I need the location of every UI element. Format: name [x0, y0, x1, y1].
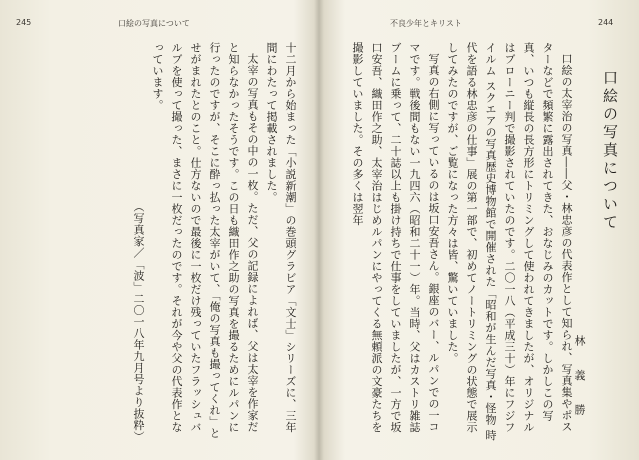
right-running-head: 不良少年とキリスト	[390, 19, 462, 28]
left-paragraph: 太宰の写真もその中の一枚。ただ、父の記録によれば、父は太宰を作家だと知らなかったそうです。この日も織田作之助の写真を撮るためにルパンに行ったのですが、そこに酔っ払った太宰がいて、「俺の写真も撮ってくれ」とせがまれたとのこと。仕方ないので最後に一枚だけ残っていたフラッシュバルブを使って撮った、まさに一枚だったのです。それが今や父の代表作となっています。	[151, 42, 259, 439]
right-paragraph: 写真の右側に写っているのは坂口安吾さん。銀座のバー、ルパンでの一コマです。戦後間もない一九四六（昭和二十一）年。当時、父はカストリ雑誌ブームに乗って、二十誌以上も掛け持ちで仕事をしていましたが、一方で坂口安吾、織田作之助、太宰治はじめルパンにやってくる無頼派の文豪たちを撮影していました。その多くは翌年	[351, 42, 440, 433]
left-paragraph: 十二月から始まった「小説新潮」の巻頭グラビア「文士」シリーズに、三年間にわたって掲載されました。	[265, 42, 297, 433]
book-gutter	[314, 0, 324, 460]
article-author: 林 義 勝	[573, 335, 586, 425]
left-page-body	[28, 42, 300, 442]
right-page-number: 244	[598, 18, 614, 27]
right-page-body	[338, 42, 576, 442]
right-paragraph: 口絵の太宰治の写真――父・林忠彦の代表作として知られ、写真集やポスターなどで頻繁に露出されてきた、おなじみのカットです。しかしこの写真、いつも縦長の長方形にトリミングして使われてきましたが、オリジナルはブローニー判で撮影されていたのです。二〇一八（平成三十）年にフジフイルム スクエアの写真歴史博物館で開催された「昭和が生んだ写真・怪物 時代を語る林忠彦の仕事」展の第一部で、初めてノートリミングの状態で展示してみたのですが、ご覧になった方々は皆、驚いていました。	[446, 42, 573, 441]
article-title: 口絵の写真について	[601, 70, 619, 232]
left-running-head: 口絵の写真について	[118, 19, 190, 28]
left-page-number: 245	[16, 18, 32, 27]
left-credit: （写真家／「波」二〇一八年九月号より抜粋）	[132, 200, 145, 442]
